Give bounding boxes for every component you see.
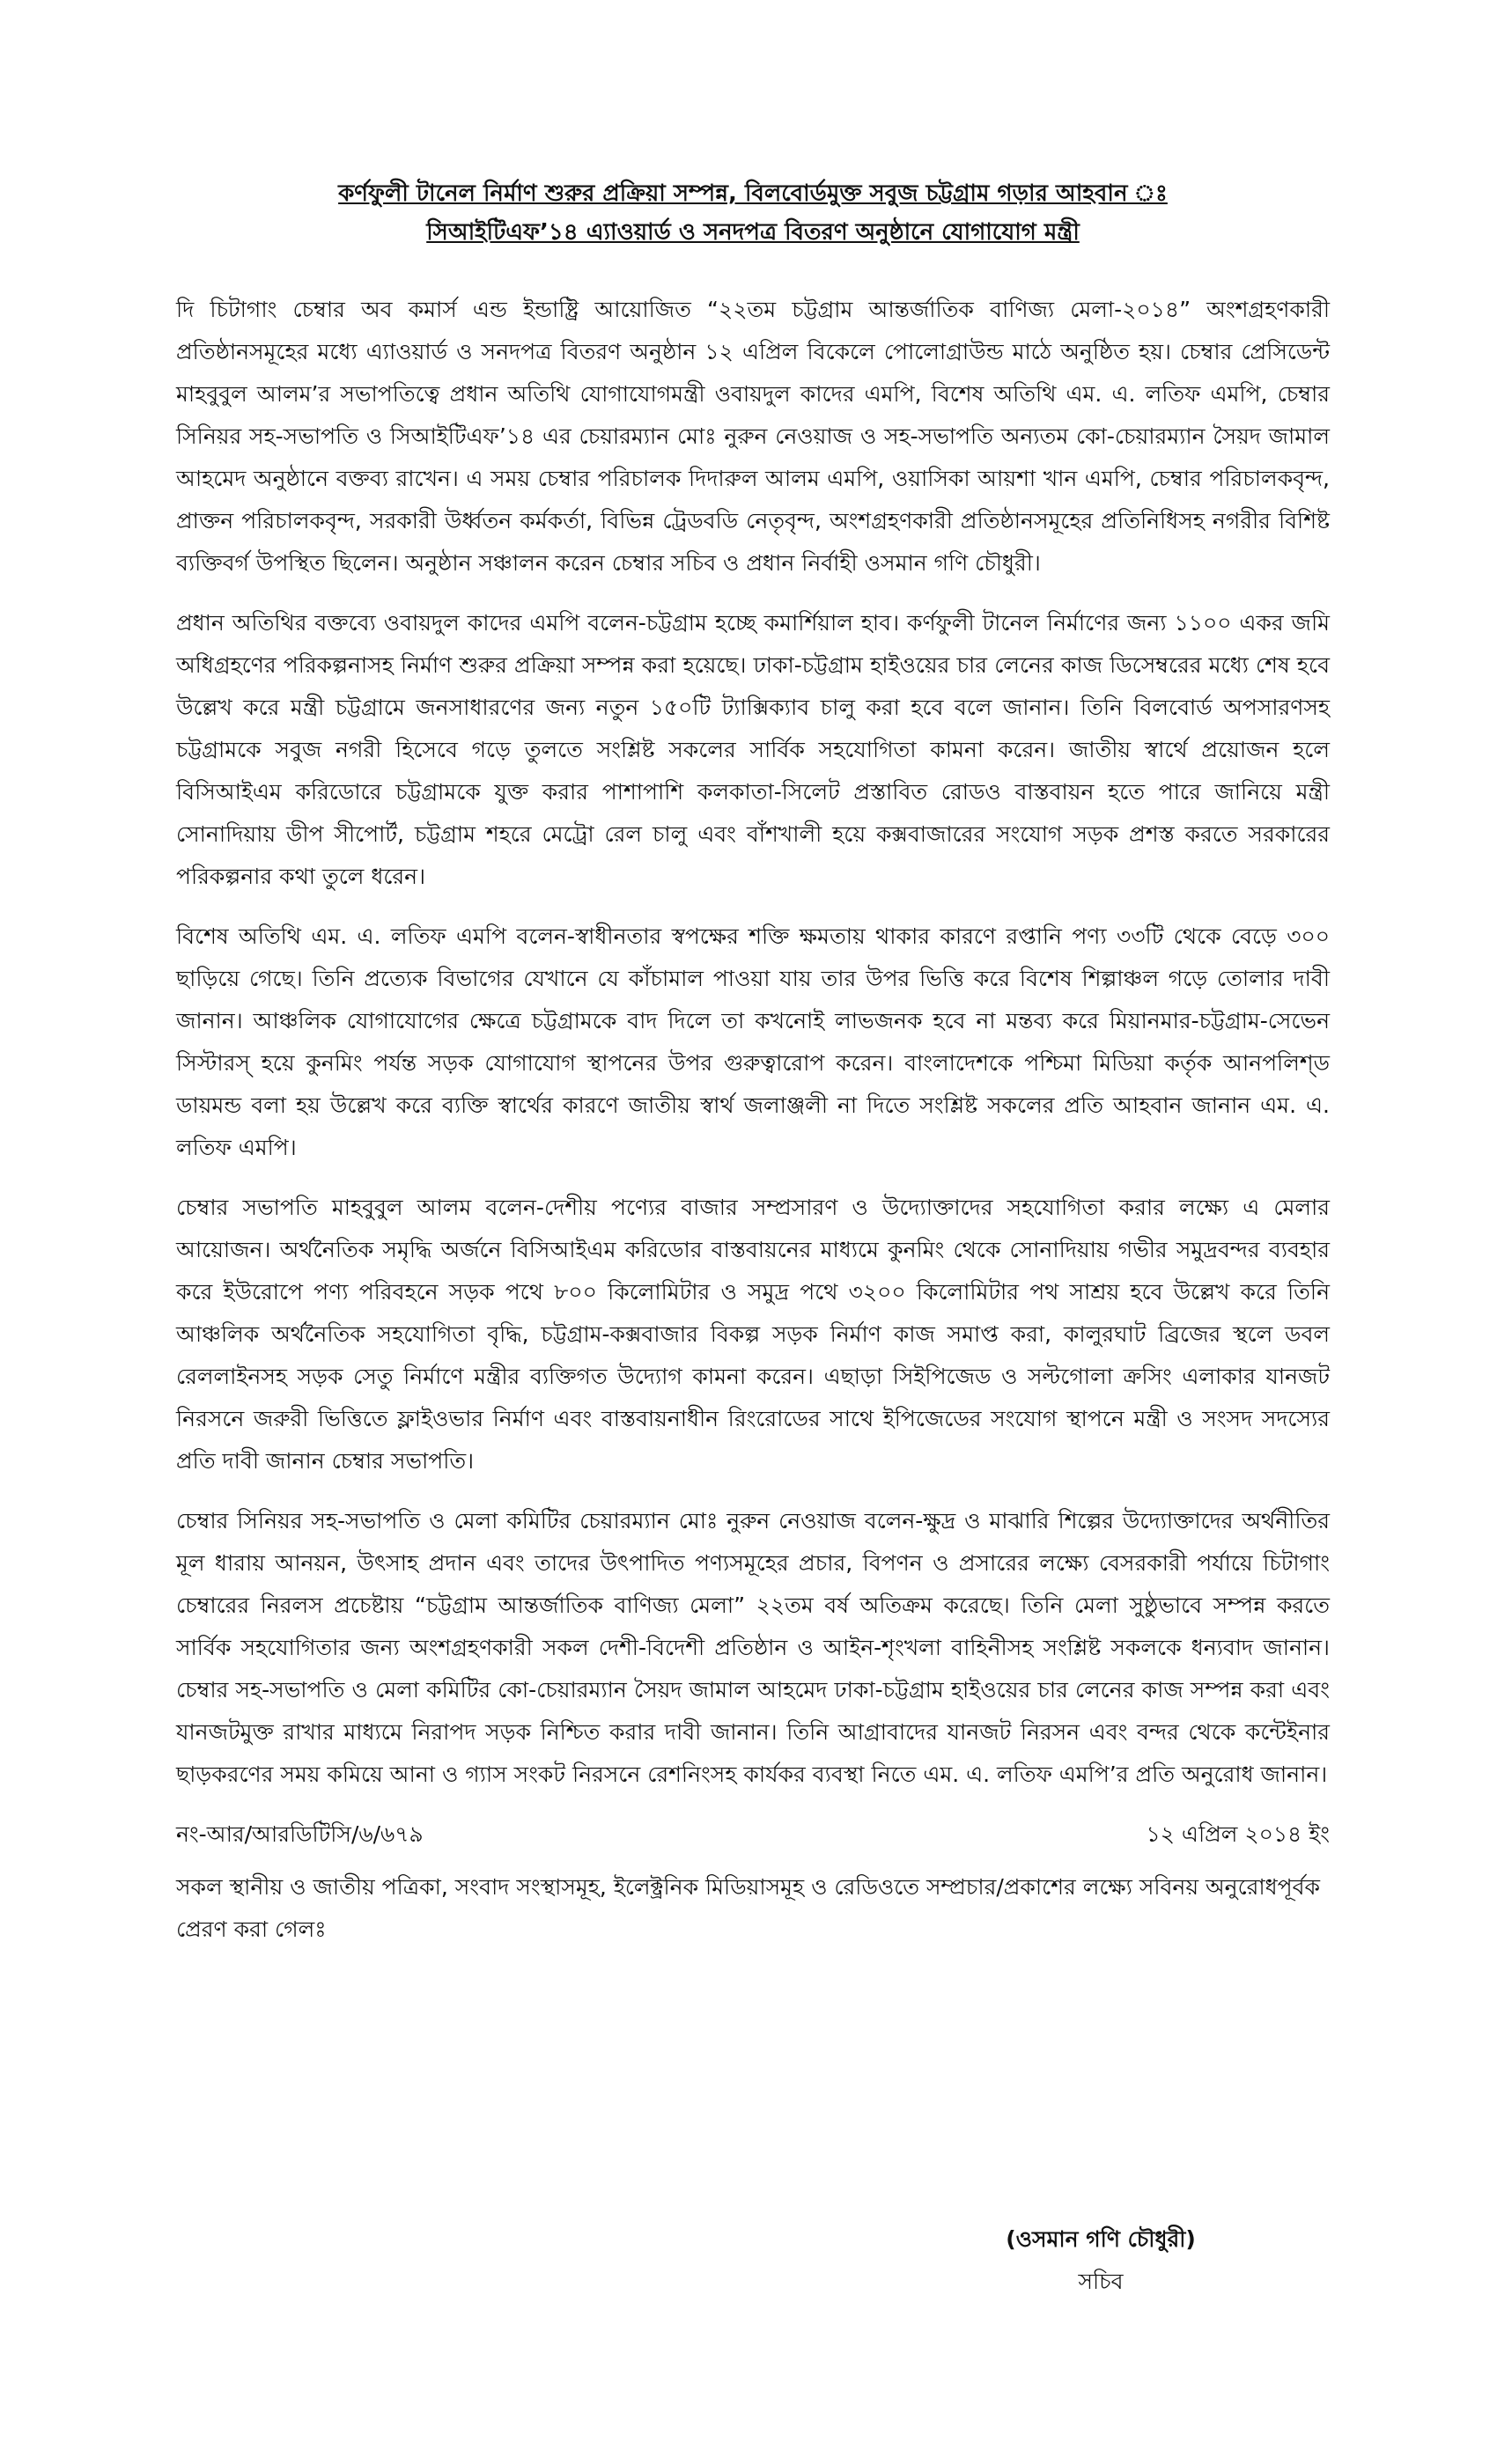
paragraph-special-guest: বিশেষ অতিথি এম. এ. লতিফ এমপি বলেন-স্বাধীনতার স্বপক্ষের শক্তি ক্ষমতায় থাকার কারণে রপ্তানি পণ্য ৩৩টি থেকে বেড়ে ৩০০ ছাড়িয়ে গেছে। তিনি প্রত্যেক বিভাগের যেখানে যে কাঁচামাল পাওয়া যায় তার উপর ভিত্তি করে বিশেষ শিল্পাঞ্চল গড়ে তোলার দাবী জানান। আঞ্চলিক যোগাযোগের ক্ষেত্রে চট্টগ্রামকে বাদ দিলে তা কখনোই লাভজনক হবে না মন্তব্য করে মিয়ানমার-চট্টগ্রাম-সেভেন সিস্টারস্ হয়ে কুনমিং পর্যন্ত সড়ক যোগাযোগ স্থাপনের উপর গুরুত্বারোপ করেন। বাংলাদেশকে পশ্চিমা মিডিয়া কর্তৃক আনপলিশ্ড ডায়মন্ড বলা হয় উল্লেখ করে ব্যক্তি স্বার্থের কারণে জাতীয় স্বার্থ জলাঞ্জলী না দিতে সংশ্লিষ্ট সকলের প্রতি আহবান জানান এম. এ. লতিফ এমপি।: [176, 923, 1330, 1160]
headline-line-2: সিআইটিএফ’১৪ এ্যাওয়ার্ড ও সনদপত্র বিতরণ অনুষ্ঠানে যোগাযোগ মন্ত্রী: [426, 219, 1080, 246]
paragraph-intro: দি চিটাগাং চেম্বার অব কমার্স এন্ড ইন্ডাষ্ট্রি আয়োজিত “২২তম চট্টগ্রাম আন্তর্জাতিক বাণিজ্য মেলা-২০১৪” অংশগ্রহণকারী প্রতিষ্ঠানসমূহের মধ্যে এ্যাওয়ার্ড ও সনদপত্র বিতরণ অনুষ্ঠান ১২ এপ্রিল বিকেলে পোলোগ্রাউন্ড মাঠে অনুষ্ঠিত হয়। চেম্বার প্রেসিডেন্ট মাহবুবুল আলম’র সভাপতিত্বে প্রধান অতিথি যোগাযোগমন্ত্রী ওবায়দুল কাদের এমপি, বিশেষ অতিথি এম. এ. লতিফ এমপি, চেম্বার সিনিয়র সহ-সভাপতি ও সিআইটিএফ’১৪ এর চেয়ারম্যান মোঃ নুরুন নেওয়াজ ও সহ-সভাপতি অন্যতম কো-চেয়ারম্যান সৈয়দ জামাল আহমেদ অনুষ্ঠানে বক্তব্য রাখেন। এ সময় চেম্বার পরিচালক দিদারুল আলম এমপি, ওয়াসিকা আয়শা খান এমপি, চেম্বার পরিচালকবৃন্দ, প্রাক্তন পরিচালকবৃন্দ, সরকারী উর্ধ্বতন কর্মকর্তা, বিভিন্ন ট্রেডবডি নেতৃবৃন্দ, অংশগ্রহণকারী প্রতিষ্ঠানসমূহের প্রতিনিধিসহ নগরীর বিশিষ্ট ব্যক্তিবর্গ উপস্থিত ছিলেন। অনুষ্ঠান সঞ্চালন করেন চেম্বার সচিব ও প্রধান নির্বাহী ওসমান গণি চৌধুরী।: [176, 297, 1330, 576]
distribution-note: সকল স্থানীয় ও জাতীয় পত্রিকা, সংবাদ সংস্থাসমূহ, ইলেক্ট্রনিক মিডিয়াসমূহ ও রেডিওতে সম্প্রচার/প্রকাশের লক্ষ্যে সবিনয় অনুরোধপূর্বক প্রেরণ করা গেলঃ: [176, 1874, 1320, 1942]
signatory-name: (ওসমান গণি চৌধুরী): [1006, 2226, 1196, 2252]
headline-line-1: কর্ণফুলী টানেল নির্মাণ শুরুর প্রক্রিয়া সম্পন্ন, বিলবোর্ডমুক্ত সবুজ চট্টগ্রাম গড়ার আহবান ঃ: [338, 180, 1168, 207]
reference-row: [176, 1813, 1330, 1856]
reference-date: ১২ এপ্রিল ২০১৪ ইং: [1146, 1821, 1330, 1847]
press-release: [176, 174, 1330, 1973]
reference-number: নং-আর/আরডিটিসি/৬/৬৭৯: [176, 1821, 424, 1847]
paragraph-chief-guest: প্রধান অতিথির বক্তব্যে ওবায়দুল কাদের এমপি বলেন-চট্টগ্রাম হচ্ছে কমার্শিয়াল হাব। কর্ণফুলী টানেল নির্মাণের জন্য ১১০০ একর জমি অধিগ্রহণের পরিকল্পনাসহ নির্মাণ শুরুর প্রক্রিয়া সম্পন্ন করা হয়েছে। ঢাকা-চট্টগ্রাম হাইওয়ের চার লেনের কাজ ডিসেম্বরের মধ্যে শেষ হবে উল্লেখ করে মন্ত্রী চট্টগ্রামে জনসাধারণের জন্য নতুন ১৫০টি ট্যাক্সিক্যাব চালু করা হবে বলে জানান। তিনি বিলবোর্ড অপসারণসহ চট্টগ্রামকে সবুজ নগরী হিসেবে গড়ে তুলতে সংশ্লিষ্ট সকলের সার্বিক সহযোগিতা কামনা করেন। জাতীয় স্বার্থে প্রয়োজন হলে বিসিআইএম করিডোরে চট্টগ্রামকে যুক্ত করার পাশাপাশি কলকাতা-সিলেট প্রস্তাবিত রোডও বাস্তবায়ন হতে পারে জানিয়ে মন্ত্রী সোনাদিয়ায় ডীপ সীপোর্ট, চট্টগ্রাম শহরে মেট্রো রেল চালু এবং বাঁশখালী হয়ে কক্সবাজারের সংযোগ সড়ক প্রশস্ত করতে সরকারের পরিকল্পনার কথা তুলে ধরেন।: [176, 610, 1330, 889]
paragraph-senior-vice-president: চেম্বার সিনিয়র সহ-সভাপতি ও মেলা কমিটির চেয়ারম্যান মোঃ নুরুন নেওয়াজ বলেন-ক্ষুদ্র ও মাঝারি শিল্পের উদ্যোক্তাদের অর্থনীতির মূল ধারায় আনয়ন, উৎসাহ প্রদান এবং তাদের উৎপাদিত পণ্যসমূহের প্রচার, বিপণন ও প্রসারের লক্ষ্যে বেসরকারী পর্যায়ে চিটাগাং চেম্বারের নিরলস প্রচেষ্টায় “চট্টগ্রাম আন্তর্জাতিক বাণিজ্য মেলা” ২২তম বর্ষ অতিক্রম করেছে। তিনি মেলা সুষ্ঠুভাবে সম্পন্ন করতে সার্বিক সহযোগিতার জন্য অংশগ্রহণকারী সকল দেশী-বিদেশী প্রতিষ্ঠান ও আইন-শৃংখলা বাহিনীসহ সংশ্লিষ্ট সকলকে ধন্যবাদ জানান। চেম্বার সহ-সভাপতি ও মেলা কমিটির কো-চেয়ারম্যান সৈয়দ জামাল আহমেদ ঢাকা-চট্টগ্রাম হাইওয়ের চার লেনের কাজ সম্পন্ন করা এবং যানজটমুক্ত রাখার মাধ্যমে নিরাপদ সড়ক নিশ্চিত করার দাবী জানান। তিনি আগ্রাবাদের যানজট নিরসন এবং বন্দর থেকে কন্টেইনার ছাড়করণের সময় কমিয়ে আনা ও গ্যাস সংকট নিরসনে রেশনিংসহ কার্যকর ব্যবস্থা নিতে এম. এ. লতিফ এমপি’র প্রতি অনুরোধ জানান।: [176, 1508, 1330, 1787]
paragraph-president: চেম্বার সভাপতি মাহবুবুল আলম বলেন-দেশীয় পণ্যের বাজার সম্প্রসারণ ও উদ্যোক্তাদের সহযোগিতা করার লক্ষ্যে এ মেলার আয়োজন। অর্থনৈতিক সমৃদ্ধি অর্জনে বিসিআইএম করিডোর বাস্তবায়নের মাধ্যমে কুনমিং থেকে সোনাদিয়ায় গভীর সমুদ্রবন্দর ব্যবহার করে ইউরোপে পণ্য পরিবহনে সড়ক পথে ৮০০ কিলোমিটার ও সমুদ্র পথে ৩২০০ কিলোমিটার পথ সাশ্রয় হবে উল্লেখ করে তিনি আঞ্চলিক অর্থনৈতিক সহযোগিতা বৃদ্ধি, চট্টগ্রাম-কক্সবাজার বিকল্প সড়ক নির্মাণ কাজ সমাপ্ত করা, কালুরঘাট ব্রিজের স্থলে ডবল রেললাইনসহ সড়ক সেতু নির্মাণে মন্ত্রীর ব্যক্তিগত উদ্যোগ কামনা করেন। এছাড়া সিইপিজেড ও সল্টগোলা ক্রসিং এলাকার যানজট নিরসনে জরুরী ভিত্তিতে ফ্লাইওভার নির্মাণ এবং বাস্তবায়নাধীন রিংরোডের সাথে ইপিজেডের সংযোগ স্থাপনে মন্ত্রী ও সংসদ সদস্যের প্রতি দাবী জানান চেম্বার সভাপতি।: [176, 1195, 1330, 1474]
signature-block: [969, 2218, 1233, 2303]
signatory-designation: সচিব: [1078, 2269, 1124, 2294]
